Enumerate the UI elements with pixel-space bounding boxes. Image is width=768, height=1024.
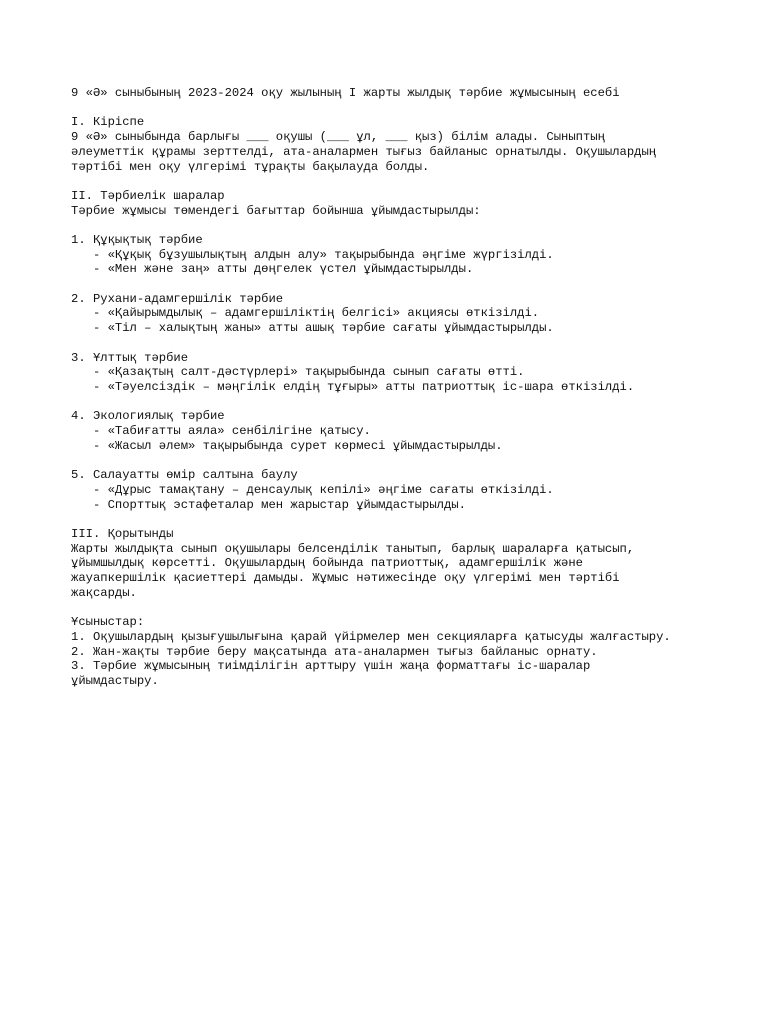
- list-item: - «Табиғатты аяла» сенбілігіне қатысу.: [71, 424, 371, 439]
- activities-lead: Тәрбие жұмысы төмендегі бағыттар бойынша ұйымдастырылды:: [71, 203, 481, 218]
- suggestion-line: ұйымдастыру.: [71, 673, 159, 688]
- list-item: - «Тіл – халықтың жаны» атты ашық тәрбие сағаты ұйымдастырылды.: [71, 321, 554, 336]
- spacer: [71, 453, 751, 468]
- section-heading-legal: 1. Құқықтық тәрбие: [71, 232, 203, 247]
- list-item: - «Мен және заң» атты дөңгелек үстел ұйымдастырылды.: [71, 262, 474, 277]
- report-title: 9 «Ә» сыныбының 2023-2024 оқу жылының I жарты жылдық тәрбие жұмысының есебі: [71, 86, 620, 100]
- spacer: [71, 512, 751, 527]
- intro-heading: I. Кіріспе: [71, 115, 145, 130]
- intro-line: 9 «Ә» сыныбында барлығы ___ оқушы (___ ұл, ___ қыз) білім алады. Сыныптың: [71, 130, 605, 145]
- list-item: - «Жасыл әлем» тақырыбында сурет көрмесі ұйымдастырылды.: [71, 438, 503, 453]
- conclusion-line: жақсарды.: [71, 585, 137, 600]
- section-heading-health: 5. Салауатты өмір салтына баулу: [71, 468, 298, 483]
- spacer: [71, 277, 751, 292]
- list-item: - «Дұрыс тамақтану – денсаулық кепілі» әңгіме сағаты өткізілді.: [71, 482, 554, 497]
- conclusion-line: Жарты жылдықта сынып оқушылары белсенділік танытып, барлық шараларға қатысып,: [71, 541, 635, 556]
- spacer: [71, 218, 751, 233]
- list-item: - Спорттық эстафеталар мен жарыстар ұйымдастырылды.: [71, 497, 466, 512]
- spacer: [71, 174, 751, 189]
- report-document: [71, 86, 751, 689]
- list-item: - «Тәуелсіздік – мәңгілік елдің тұғыры» атты патриоттық іс-шара өткізілді.: [71, 379, 635, 394]
- list-item: - «Құқық бұзушылықтың алдын алу» тақырыбында әңгіме жүргізілді.: [71, 247, 554, 262]
- intro-line: тәртібі мен оқу үлгерімі тұрақты бақылауда болды.: [71, 159, 430, 174]
- activities-heading: II. Тәрбиелік шаралар: [71, 188, 225, 203]
- conclusion-heading: III. Қорытынды: [71, 526, 174, 541]
- section-heading-ecology: 4. Экологиялық тәрбие: [71, 409, 225, 424]
- list-item: - «Қазақтың салт-дәстүрлері» тақырыбында сынып сағаты өтті.: [71, 365, 525, 380]
- conclusion-line: ұйымшылдық көрсетті. Оқушылардың бойында патриоттық, адамгершілік және: [71, 556, 583, 571]
- spacer: [71, 101, 751, 116]
- intro-line: әлеуметтік құрамы зерттелді, ата-аналармен тығыз байланыс орнатылды. Оқушылардың: [71, 144, 657, 159]
- suggestion-line: 2. Жан-жақты тәрбие беру мақсатында ата-аналармен тығыз байланыс орнату.: [71, 644, 598, 659]
- suggestions-heading: Ұсыныстар:: [71, 615, 145, 630]
- suggestion-line: 1. Оқушылардың қызығушылығына қарай үйірмелер мен секцияларға қатысуды жалғастыру.: [71, 629, 671, 644]
- section-heading-national: 3. Ұлттық тәрбие: [71, 350, 189, 365]
- spacer: [71, 600, 751, 615]
- conclusion-line: жауапкершілік қасиеттері дамыды. Жұмыс нәтижесінде оқу үлгерімі мен тәртібі: [71, 571, 620, 586]
- suggestion-line: 3. Тәрбие жұмысының тиімділігін арттыру үшін жаңа форматтағы іс-шаралар: [71, 659, 591, 674]
- list-item: - «Қайырымдылық – адамгершіліктің белгісі» акциясы өткізілді.: [71, 306, 540, 321]
- spacer: [71, 395, 751, 410]
- section-heading-moral: 2. Рухани-адамгершілік тәрбие: [71, 291, 284, 306]
- spacer: [71, 336, 751, 351]
